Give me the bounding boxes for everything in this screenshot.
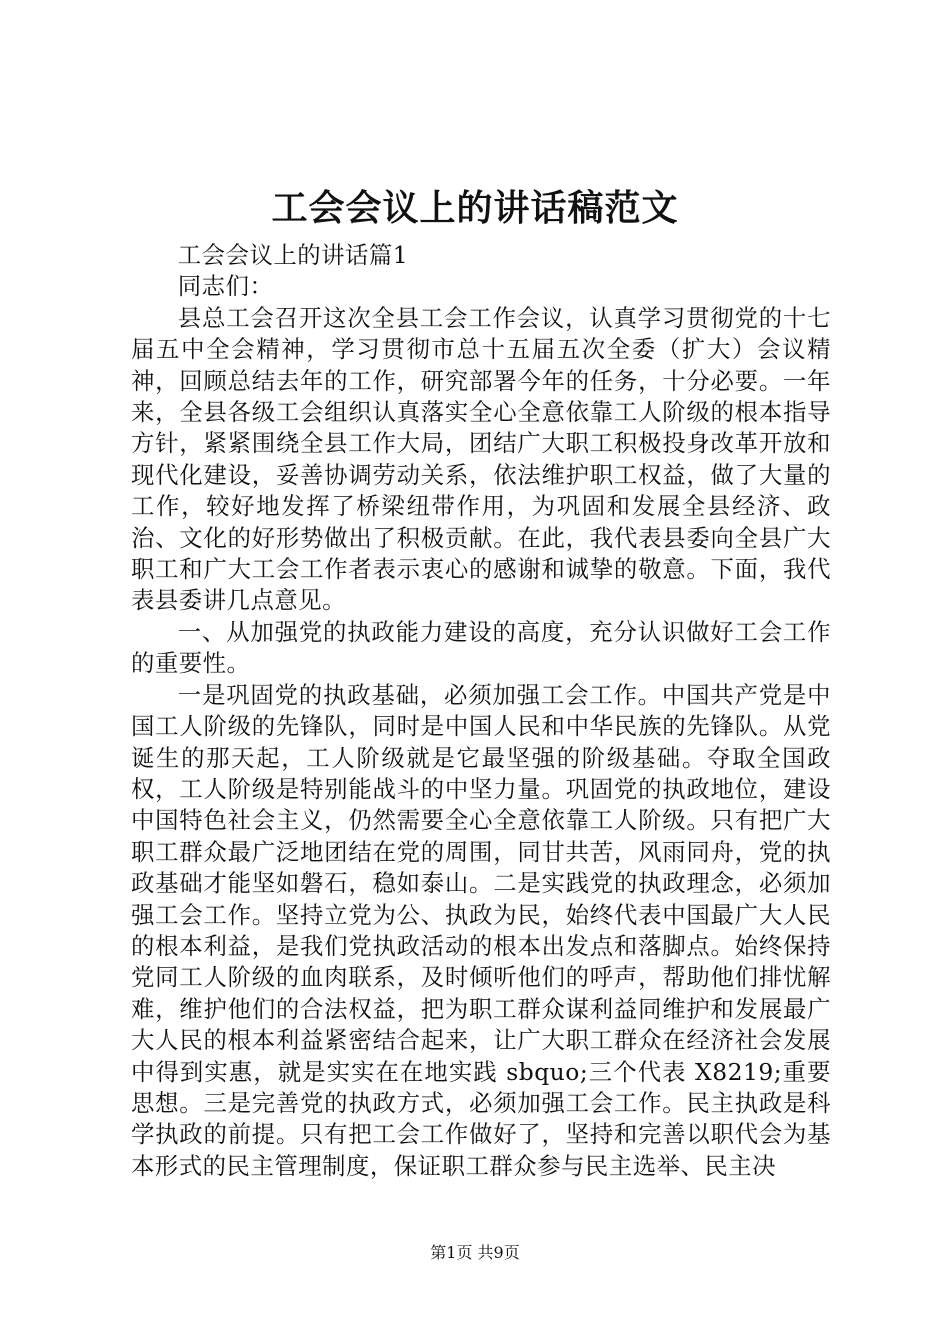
- body-paragraph: 县总工会召开这次全县工会工作会议，认真学习贯彻党的十七届五中全会精神，学习贯彻市总十五届五次全委（扩大）会议精神，回顾总结去年的工作，研究部署今年的任务，十分必要。一年来，全县各级工会组织认真落实全心全意依靠工人阶级的根本指导方针，紧紧围绕全县工作大局，团结广大职工积极投身改革开放和现代化建设，妥善协调劳动关系，依法维护职工权益，做了大量的工作，较好地发挥了桥梁纽带作用，为巩固和发展全县经济、政治、文化的好形势做出了积极贡献。在此，我代表县委向全县广大职工和广大工会工作者表示衷心的感谢和诚挚的敬意。下面，我代表县委讲几点意见。: [131, 303, 831, 615]
- document-body: [131, 240, 831, 1182]
- section-heading: 工会会议上的讲话篇1: [177, 241, 409, 269]
- page-number-footer: 第1页 共9页: [430, 1243, 520, 1262]
- document-title: 工会会议上的讲话稿范文: [271, 188, 679, 229]
- body-paragraph: 一、从加强党的执政能力建设的高度，充分认识做好工会工作的重要性。: [131, 617, 831, 678]
- body-paragraph: 一是巩固党的执政基础，必须加强工会工作。中国共产党是中国工人阶级的先锋队，同时是中国人民和中华民族的先锋队。从党诞生的那天起，工人阶级就是它最坚强的阶级基础。夺取全国政权，工人阶级是特别能战斗的中坚力量。巩固党的执政地位，建设中国特色社会主义，仍然需要全心全意依靠工人阶级。只有把广大职工群众最广泛地团结在党的周围，同甘共苦，风雨同舟，党的执政基础才能坚如磐石，稳如泰山。二是实践党的执政理念，必须加强工会工作。坚持立党为公、执政为民，始终代表中国最广大人民的根本利益，是我们党执政活动的根本出发点和落脚点。始终保持党同工人阶级的血肉联系，及时倾听他们的呼声，帮助他们排忧解难，维护他们的合法权益，把为职工群众谋利益同维护和发展最广大人民的根本利益紧密结合起来，让广大职工群众在经济社会发展中得到实惠，就是实实在在地实践 sbquo;三个代表 X8219;重要思想。三是完善党的执政方式，必须加强工会工作。民主执政是科学执政的前提。只有把工会工作做好了，坚持和完善以职代会为基本形式的民主管理制度，保证职工群众参与民主选举、民主决: [131, 680, 831, 1180]
- salutation: 同志们：: [177, 272, 274, 301]
